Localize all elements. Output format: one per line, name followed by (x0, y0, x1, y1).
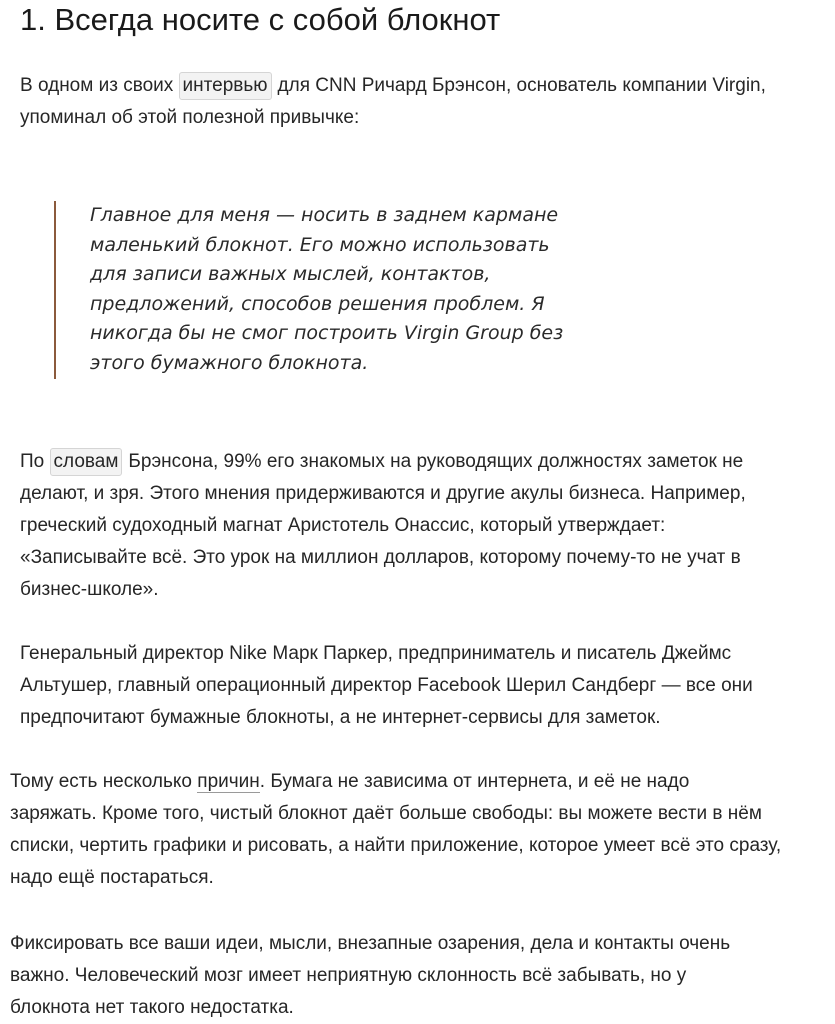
branson-quote (54, 201, 584, 379)
paragraph-line: заряжать. Кроме того, чистый блокнот даёт больше свободы: вы можете вести в нём (10, 803, 762, 824)
paragraph-line: предпочитают бумажные блокноты, а не интернет-сервисы для заметок. (20, 707, 661, 728)
paragraph-reasons (10, 766, 835, 894)
paragraph-line: важно. Человеческий мозг имеет неприятную склонность всё забывать, но у (10, 965, 687, 986)
quote-line: для записи важных мыслей, контактов, (90, 263, 491, 285)
text-fragment: В одном из своих (20, 75, 174, 96)
paragraph-line: делают, и зря. Этого мнения придерживаются и другие акулы бизнеса. Например, (20, 483, 746, 504)
text-fragment: Брэнсона, 99% его знакомых на руководящих должностях заметок не (128, 451, 744, 472)
words-link[interactable]: словам (50, 448, 123, 476)
text-fragment: Тому есть несколько (10, 771, 193, 792)
paragraph-line: Генеральный директор Nike Марк Паркер, предприниматель и писатель Джеймс (20, 643, 732, 664)
paragraph-memory (10, 928, 830, 1024)
quote-line: маленький блокнот. Его можно использовать (90, 233, 550, 256)
quote-line: Главное для меня — носить в заднем кармане (90, 204, 559, 226)
paragraph-line: бизнес-школе». (20, 579, 159, 600)
text-fragment: для CNN Ричард Брэнсон, основатель компании Virgin, (277, 75, 766, 96)
paragraph-interview (20, 70, 820, 134)
paragraph-line: Альтушер, главный операционный директор Facebook Шерил Сандберг — все они (20, 675, 753, 696)
paragraph-line: Фиксировать все ваши идеи, мысли, внезапные озарения, дела и контакты очень (10, 933, 731, 954)
quote-line: никогда бы не смог построить Virgin Group без (90, 322, 564, 344)
paragraph-line: надо ещё постараться. (10, 867, 214, 888)
paragraph-line (10, 766, 835, 798)
paragraph-words (20, 446, 820, 606)
paragraph-line: блокнота нет такого недостатка. (10, 997, 294, 1018)
paragraph-line (20, 446, 820, 478)
paragraph-line: упоминал об этой полезной привычке: (20, 107, 360, 128)
text-fragment: По (20, 451, 45, 472)
paragraph-line: «Записывайте всё. Это урок на миллион долларов, которому почему-то не учат в (20, 547, 741, 568)
paragraph-line: греческий судоходный магнат Аристотель Онассис, который утверждает: (20, 515, 666, 536)
paragraph-line: списки, чертить графики и рисовать, а найти приложение, которое умеет всё это сразу, (10, 835, 782, 856)
reasons-link[interactable]: причин (197, 771, 260, 792)
quote-text (90, 201, 590, 378)
paragraph-line (20, 70, 820, 102)
quote-line: предложений, способов решения проблем. Я (90, 292, 545, 315)
paragraph-executives (20, 638, 820, 734)
text-fragment: . Бумага не зависима от интернета, и её не надо (259, 771, 690, 792)
quote-line: этого бумажного блокнота. (90, 351, 369, 374)
section-heading: 1. Всегда носите с собой блокнот (20, 2, 501, 37)
interview-link[interactable]: интервью (179, 72, 272, 100)
